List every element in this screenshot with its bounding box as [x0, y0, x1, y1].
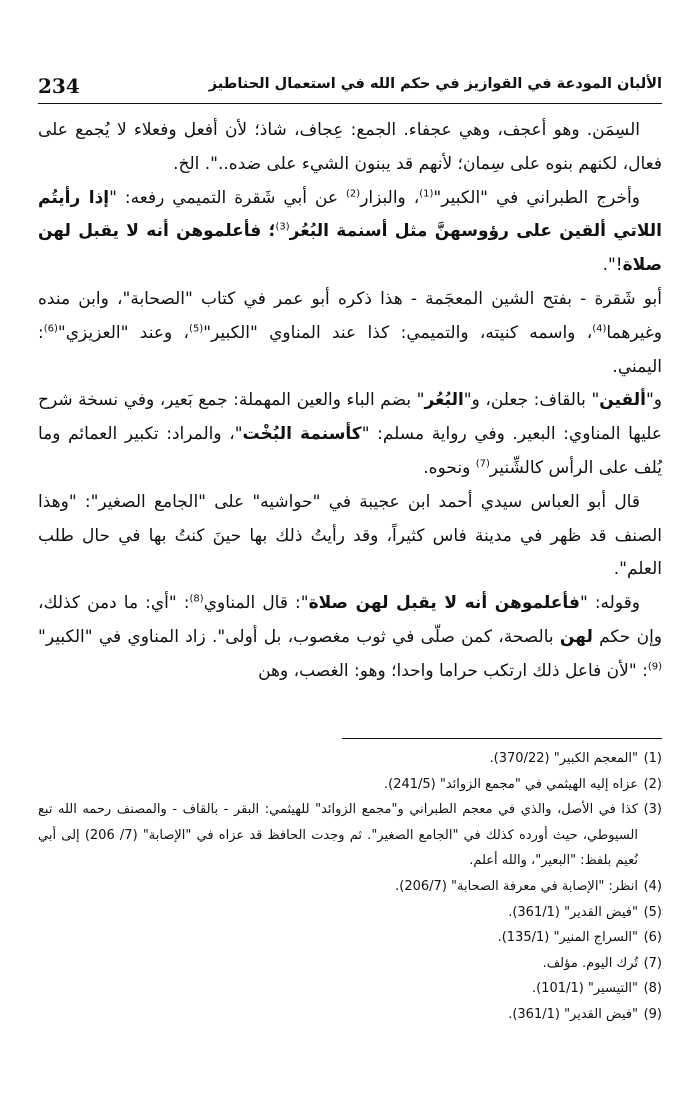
text-run: بالصحة، كمن صلّى في ثوب مغصوب، بل أولى". زاد المناوي في "الكبير": [38, 626, 560, 647]
header-rule: [38, 103, 662, 104]
footnote-ref: (7): [475, 458, 490, 470]
text-run: و": [645, 390, 662, 411]
footnote-number: (5): [643, 904, 662, 920]
footnote-number: (8): [643, 981, 662, 997]
paragraph-3: [38, 283, 662, 384]
footnote: [38, 746, 662, 772]
text-run: أبو شَقرة - بفتح الشين المعجَمة - هذا ذكره أبو عمر في كتاب "الصحابة"، وابن منده وغيرهما: [38, 288, 662, 343]
footnote-text: "فيض القدير" (361/1).: [508, 1006, 638, 1022]
paragraph-4: [38, 384, 662, 485]
text-run: " بضم الباء والعين المهملة: جمع بَعير، وفي نسخة شرح عليها المناوي: البعير. وفي رواية مسلم: ": [38, 390, 662, 445]
running-title: الألبان المودعة في القوازيز في حكم الله في استعمال الحناطيز: [208, 76, 662, 92]
footnote: [38, 797, 662, 874]
text-run: : "أي: ما دمن كذلك، وإن حكم: [38, 593, 662, 647]
footnote-ref: (9): [647, 661, 662, 673]
paragraph-5: قال أبو العباس سيدي أحمد ابن عجيبة في "حواشيه" على "الجامع الصغير": "وهذا الصنف قد ظهر في مدينة فاس كثيراً، وقد رأيتُ ذلك بها حينَ كنتُ بها في حال طلب العلم".: [38, 491, 662, 580]
footnote-ref: (8): [189, 593, 204, 605]
text-run: ، والبزار: [360, 187, 420, 208]
text-run: ونحوه.: [423, 457, 476, 478]
footnote: [38, 772, 662, 798]
footnote: [38, 925, 662, 951]
paragraph-1: السِمَن. وهو أعجف، وهي عجفاء. الجمع: عِجاف، شاذ؛ لأن أفعل وفعلاء لا يُجمع على فعال، لكنهم بنوه على سِمان؛ لأنهم قد يبنون الشيء على ضده..". الخ.: [38, 120, 662, 174]
footnote-ref: (2): [346, 187, 361, 199]
footnote-rule: [342, 738, 662, 739]
footnote-ref: (5): [189, 323, 204, 335]
page-number: 234: [38, 74, 80, 98]
text-run: ، واسمه كنيته، والتميمي: كذا عند المناوي "الكبير": [203, 322, 593, 343]
paragraph-2: [38, 182, 662, 283]
main-text: [38, 114, 662, 689]
page-header: [38, 74, 662, 106]
text-run: : "لأن فاعل ذلك ارتكب حراما واحدا؛ وهو: الغصب، وهن: [258, 660, 648, 681]
text-run: وأخرج الطبراني في "الكبير": [433, 187, 640, 208]
footnote-ref: (4): [592, 323, 607, 335]
hadith-text: ؛ فأعلموهن أنه لا يقبل لهن صلاة: [38, 221, 662, 276]
footnote-number: (9): [643, 1006, 662, 1022]
term: لهن: [559, 626, 593, 647]
footnote: [38, 976, 662, 1002]
term: كأسنمة البُخْت: [242, 424, 362, 445]
footnote-number: (7): [643, 955, 662, 971]
footnote-text: "فيض القدير" (361/1).: [508, 904, 638, 920]
footnote-text: "المعجم الكبير" (370/22).: [489, 751, 638, 766]
footnote-number: (6): [643, 930, 662, 946]
footnote: [38, 951, 662, 977]
text-run: عن أبي شَقرة التميمي رفعه: ": [109, 187, 347, 208]
hadith-text: إذا رأيتُم اللاتي ألقين على رؤوسهنَّ مثل أسنمة البُعُر: [38, 187, 662, 242]
footnote: [38, 900, 662, 926]
term: البُعُر: [424, 390, 464, 411]
footnote-number: (2): [643, 776, 662, 792]
text-run: "، والمراد: تكبير العمائم وما يُلف على الرأس كالشِّنير: [38, 424, 662, 478]
text-run: ": قال المناوي: [203, 593, 309, 614]
footnote: [38, 874, 662, 900]
text-run: !".: [602, 255, 623, 276]
footnote-text: انظر: "الإصابة في معرفة الصحابة" (206/7).: [395, 878, 638, 894]
text-run: " بالقاف: جعلن، و": [463, 390, 600, 411]
paragraph-6: [38, 587, 662, 688]
footnote-ref: (3): [275, 221, 290, 233]
footnote-text: كذا في الأصل، والذي في معجم الطبراني و"مجمع الزوائد" للهيثمي: البقر - بالقاف - والمصنف رحمه الله تبع السيوطي، حيث أورده كذلك في "الجامع الصغير". ثم وجدت الحافظ قد عزاه في "الإصابة" (7/ 206) إلى أبي نُعيم بلفظ: "البعير"، والله أعلم.: [38, 802, 639, 869]
footnote-text: "السراج المنير" (135/1).: [497, 930, 638, 946]
text-run: وقوله: ": [579, 593, 640, 614]
footnote-ref: (6): [43, 323, 58, 335]
footnote-text: تُرك اليوم. مؤلف.: [542, 955, 638, 971]
footnote: [38, 1002, 662, 1028]
hadith-text: فأعلموهن أنه لا يقبل لهن صلاة: [308, 593, 580, 614]
footnote-text: عزاه إليه الهيثمي في "مجمع الزوائد" (241/5).: [383, 776, 638, 792]
footnote-text: "التيسير" (101/1).: [532, 981, 638, 997]
footnote-ref: (1): [419, 187, 434, 199]
footnote-number: (4): [643, 878, 662, 894]
text-run: ، وعند "العزيزي": [57, 322, 190, 343]
footnote-number: (1): [643, 751, 662, 766]
text-run: : اليمني.: [38, 322, 662, 377]
footnotes: [38, 746, 662, 1028]
footnote-number: (3): [643, 802, 662, 818]
term: ألقين: [599, 390, 646, 411]
